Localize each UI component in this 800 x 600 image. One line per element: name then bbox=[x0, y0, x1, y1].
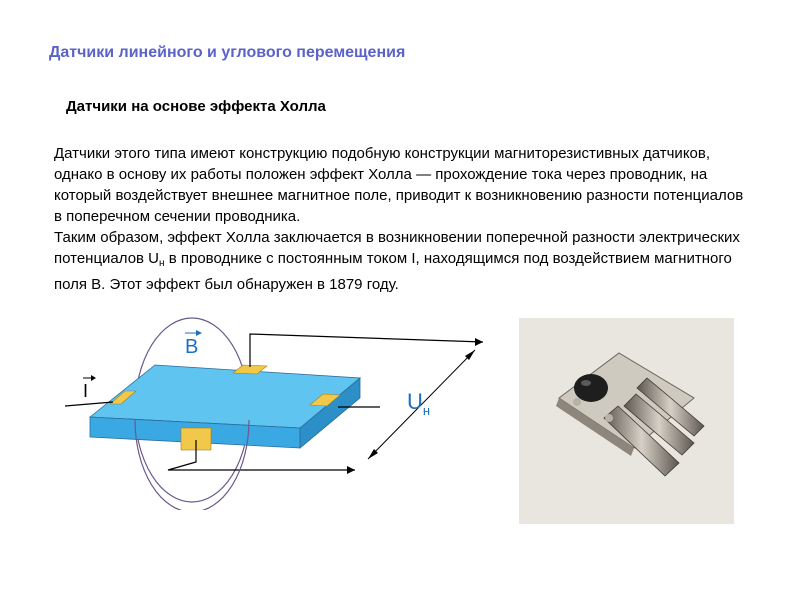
hall-sensor-photo bbox=[519, 318, 734, 524]
voltage-subscript: н bbox=[159, 258, 165, 269]
paragraph-2 bbox=[54, 227, 754, 295]
hall-effect-diagram bbox=[55, 310, 500, 510]
hall-sensor-illustration bbox=[519, 318, 734, 524]
voltage-label: $U_н$ bbox=[407, 389, 431, 418]
field-label: B bbox=[185, 336, 199, 358]
section-subtitle: Датчики на основе эффекта Холла bbox=[66, 98, 326, 115]
paragraph-2-after: в проводнике с постоянным током I, находящимся под воздействием магнитного поля B. Этот эффект был обнаружен в 1879 году. bbox=[54, 250, 732, 293]
page-title: Датчики линейного и углового перемещения bbox=[49, 44, 406, 61]
paragraph-2-before: Таким образом, эффект Холла заключается в возникновении поперечной разности электрических потенциалов U bbox=[54, 229, 740, 267]
description-text bbox=[54, 143, 754, 295]
paragraph-1: Датчики этого типа имеют конструкцию подобную конструкции магниторезистивных датчиков, однако в основу их работы положен эффект Холла — прохождение тока через проводник, на который воздействует внешнее магнитное поле, приводит к возникновению разности потенциалов в поперечном сечении проводника. bbox=[54, 145, 744, 225]
current-label: I bbox=[83, 381, 89, 401]
